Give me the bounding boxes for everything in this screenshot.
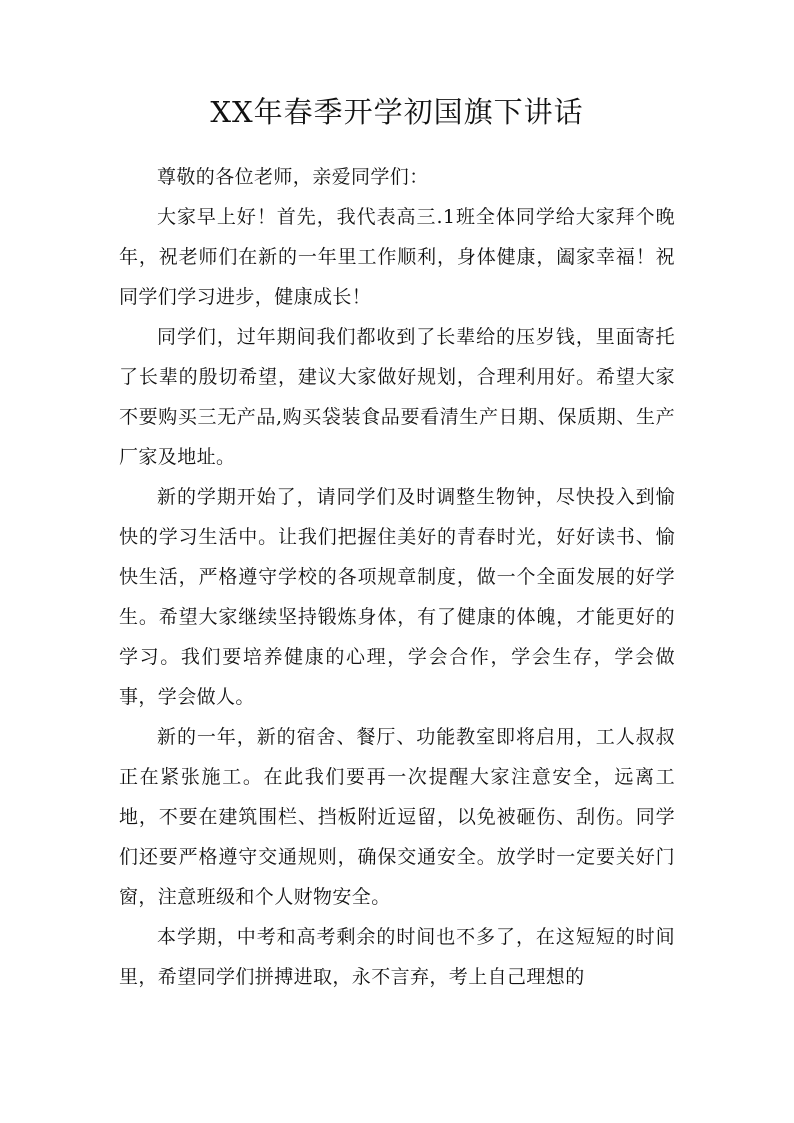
salutation-paragraph: 尊敬的各位老师，亲爱同学们： (157, 166, 429, 188)
document-body (119, 157, 675, 997)
greeting-paragraph: 大家早上好！首先，我代表高三.1班全体同学给大家拜个晚年，祝老师们在新的一年里工作顺利，身体健康，阖家幸福！祝同学们学习进步，健康成长！ (119, 206, 675, 308)
money-advice-paragraph: 同学们，过年期间我们都收到了长辈给的压岁钱，里面寄托了长辈的殷切希望，建议大家做好规划，合理利用好。希望大家不要购买三无产品,购买袋装食品要看清生产日期、保质期、生产厂家及地址。 (119, 326, 675, 468)
new-semester-paragraph: 新的学期开始了，请同学们及时调整生物钟，尽快投入到愉快的学习生活中。让我们把握住美好的青春时光，好好读书、愉快生活，严格遵守学校的各项规章制度，做一个全面发展的好学生。希望大家继续坚持锻炼身体，有了健康的体魄，才能更好的学习。我们要培养健康的心理，学会合作，学会生存，学会做事，学会做人。 (119, 486, 675, 708)
exam-paragraph: 本学期，中考和高考剩余的时间也不多了，在这短短的时间里，希望同学们拼搏进取，永不言弃，考上自己理想的 (119, 926, 675, 988)
page-title: XX年春季开学初国旗下讲话 (210, 95, 584, 129)
safety-paragraph: 新的一年，新的宿舍、餐厅、功能教室即将启用，工人叔叔正在紧张施工。在此我们要再一次提醒大家注意安全，远离工地，不要在建筑围栏、挡板附近逗留，以免被砸伤、刮伤。同学们还要严格遵守交通规则，确保交通安全。放学时一定要关好门窗，注意班级和个人财物安全。 (119, 726, 675, 908)
